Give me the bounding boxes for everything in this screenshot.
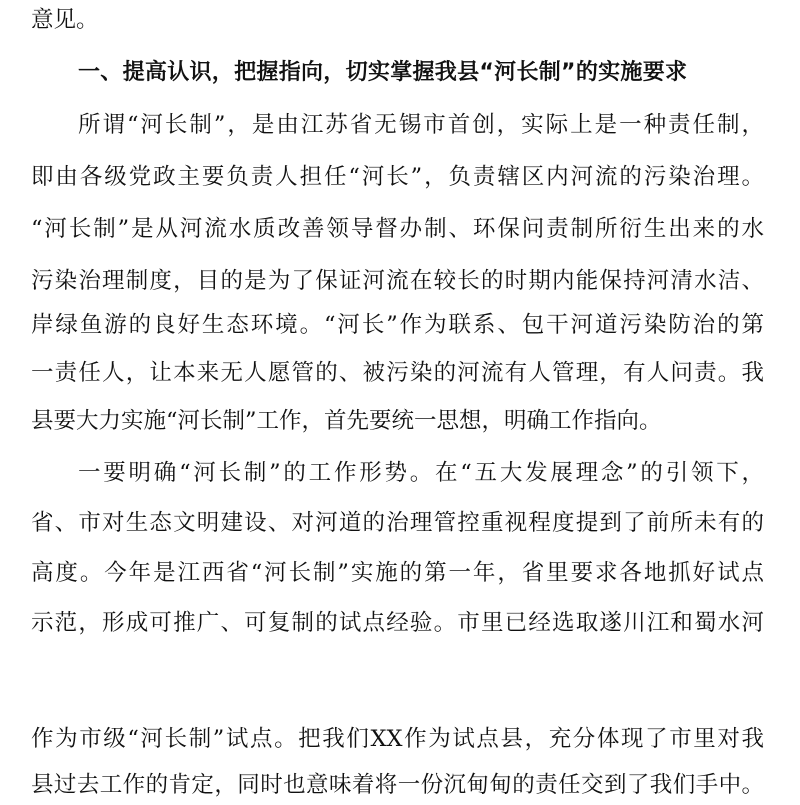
text-line: 高度。今年是江西省“河长制”实施的第一年，省里要求各地抓好试点 (31, 560, 764, 586)
text-line: 一责任人，让本来无人愿管的、被污染的河流有人管理，有人问责。我 (31, 360, 764, 386)
text-line: 即由各级党政主要负责人担任“河长”，负责辖区内河流的污染治理。 (31, 164, 764, 190)
text-line: 岸绿鱼游的良好生态环境。“河长”作为联系、包干河道污染防治的第 (31, 312, 764, 338)
text-line: 县要大力实施“河长制”工作，首先要统一思想，明确工作指向。 (31, 408, 662, 434)
section-heading: 一、提高认识，把握指向，切实掌握我县“河长制”的实施要求 (78, 60, 688, 85)
paragraph-first-line: 一要明确“河长制”的工作形势。在“五大发展理念”的引领下， (78, 460, 764, 486)
text-line: 污染治理制度，目的是为了保证河流在较长的时期内能保持河清水洁、 (31, 268, 764, 294)
text-line: 省、市对生态文明建设、对河道的治理管控重视程度提到了前所未有的 (31, 510, 764, 536)
text-line: 县过去工作的肯定，同时也意味着将一份沉甸甸的责任交到了我们手中。 (31, 772, 764, 798)
text-line: 意见。 (31, 7, 99, 33)
text-line: “河长制”是从河流水质改善领导督办制、环保问责制所衍生出来的水 (31, 216, 764, 242)
text-line: 示范，形成可推广、可复制的试点经验。市里已经选取遂川江和蜀水河 (31, 610, 764, 636)
paragraph-first-line: 所谓“河长制”，是由江苏省无锡市首创，实际上是一种责任制， (78, 112, 764, 138)
text-line: 作为市级“河长制”试点。把我们XX作为试点县，充分体现了市里对我 (31, 726, 764, 752)
